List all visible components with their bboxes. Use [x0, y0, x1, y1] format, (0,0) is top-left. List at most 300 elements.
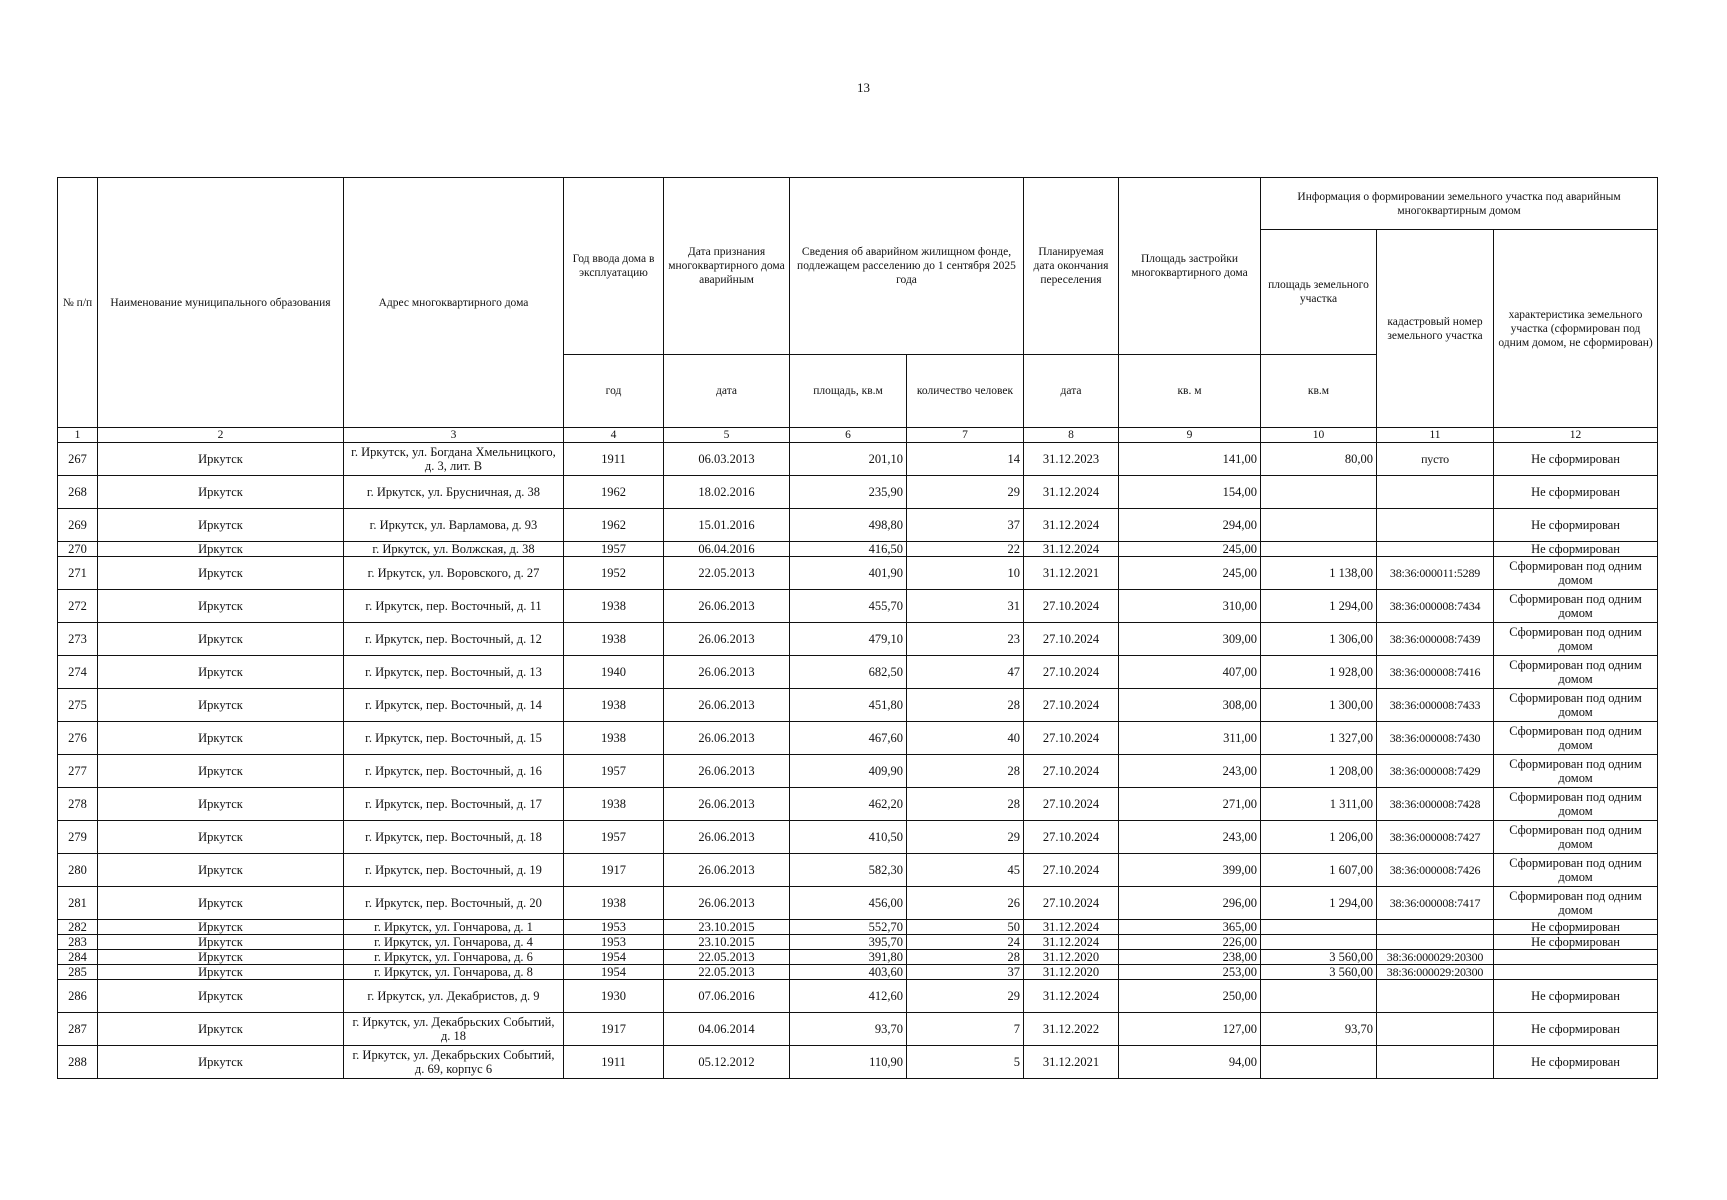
- cell-address: г. Иркутск, пер. Восточный, д. 13: [344, 656, 564, 689]
- cell-row-number: 272: [58, 590, 98, 623]
- cell-commission-year: 1938: [564, 722, 664, 755]
- cell-land-status: Не сформирован: [1494, 542, 1658, 557]
- cell-land-status: Сформирован под одним домом: [1494, 656, 1658, 689]
- cell-emergency-date: 06.04.2016: [664, 542, 790, 557]
- cell-commission-year: 1938: [564, 689, 664, 722]
- cell-municipality: Иркутск: [98, 887, 344, 920]
- cell-municipality: Иркутск: [98, 950, 344, 965]
- cell-municipality: Иркутск: [98, 1046, 344, 1079]
- cell-cadastral-number: [1377, 920, 1494, 935]
- column-number: 7: [907, 428, 1024, 443]
- table-row: [58, 656, 1658, 689]
- cell-area-sqm: 410,50: [790, 821, 907, 854]
- cell-commission-year: 1953: [564, 935, 664, 950]
- header-emergency-date: Дата признания многоквартирного дома аварийным: [664, 178, 790, 355]
- cell-people-count: 14: [907, 443, 1024, 476]
- column-number: 6: [790, 428, 907, 443]
- cell-building-area: 311,00: [1119, 722, 1261, 755]
- cell-address: г. Иркутск, ул. Брусничная, д. 38: [344, 476, 564, 509]
- cell-address: г. Иркутск, ул. Гончарова, д. 8: [344, 965, 564, 980]
- table-body: [58, 428, 1658, 1079]
- cell-land-area: [1261, 935, 1377, 950]
- cell-planned-date: 27.10.2024: [1024, 656, 1119, 689]
- cell-area-sqm: 455,70: [790, 590, 907, 623]
- cell-land-area: 1 294,00: [1261, 590, 1377, 623]
- cell-land-status: Сформирован под одним домом: [1494, 722, 1658, 755]
- cell-address: г. Иркутск, ул. Гончарова, д. 4: [344, 935, 564, 950]
- cell-people-count: 7: [907, 1013, 1024, 1046]
- cell-commission-year: 1957: [564, 542, 664, 557]
- cell-address: г. Иркутск, пер. Восточный, д. 12: [344, 623, 564, 656]
- cell-cadastral-number: 38:36:000008:7430: [1377, 722, 1494, 755]
- cell-building-area: 250,00: [1119, 980, 1261, 1013]
- cell-emergency-date: 23.10.2015: [664, 920, 790, 935]
- cell-commission-year: 1911: [564, 1046, 664, 1079]
- cell-planned-date: 27.10.2024: [1024, 821, 1119, 854]
- cell-row-number: 269: [58, 509, 98, 542]
- cell-row-number: 276: [58, 722, 98, 755]
- cell-cadastral-number: 38:36:000008:7426: [1377, 854, 1494, 887]
- cell-land-area: 1 300,00: [1261, 689, 1377, 722]
- cell-building-area: 309,00: [1119, 623, 1261, 656]
- cell-planned-date: 27.10.2024: [1024, 854, 1119, 887]
- cell-building-area: 94,00: [1119, 1046, 1261, 1079]
- cell-people-count: 28: [907, 950, 1024, 965]
- table-row: [58, 590, 1658, 623]
- cell-area-sqm: 395,70: [790, 935, 907, 950]
- cell-planned-date: 31.12.2020: [1024, 950, 1119, 965]
- cell-commission-year: 1917: [564, 1013, 664, 1046]
- cell-land-status: Не сформирован: [1494, 443, 1658, 476]
- table-row: [58, 821, 1658, 854]
- cell-row-number: 286: [58, 980, 98, 1013]
- cell-emergency-date: 04.06.2014: [664, 1013, 790, 1046]
- unit-planned-date: дата: [1024, 355, 1119, 428]
- unit-land-sqm: кв.м: [1261, 355, 1377, 428]
- cell-municipality: Иркутск: [98, 980, 344, 1013]
- cell-municipality: Иркутск: [98, 788, 344, 821]
- cell-building-area: 243,00: [1119, 755, 1261, 788]
- column-number: 8: [1024, 428, 1119, 443]
- header-planned-date: Планируемая дата окончания переселения: [1024, 178, 1119, 355]
- cell-land-area: [1261, 920, 1377, 935]
- cell-cadastral-number: [1377, 980, 1494, 1013]
- cell-row-number: 271: [58, 557, 98, 590]
- column-number-row: [58, 428, 1658, 443]
- column-number: 5: [664, 428, 790, 443]
- cell-land-status: Не сформирован: [1494, 509, 1658, 542]
- cell-cadastral-number: 38:36:000011:5289: [1377, 557, 1494, 590]
- cell-municipality: Иркутск: [98, 590, 344, 623]
- cell-emergency-date: 22.05.2013: [664, 557, 790, 590]
- cell-municipality: Иркутск: [98, 443, 344, 476]
- table-row: [58, 755, 1658, 788]
- cell-address: г. Иркутск, ул. Варламова, д. 93: [344, 509, 564, 542]
- cell-address: г. Иркутск, пер. Восточный, д. 11: [344, 590, 564, 623]
- cell-municipality: Иркутск: [98, 623, 344, 656]
- table-row: [58, 557, 1658, 590]
- cell-row-number: 277: [58, 755, 98, 788]
- table-row: [58, 476, 1658, 509]
- cell-building-area: 308,00: [1119, 689, 1261, 722]
- table-row: [58, 854, 1658, 887]
- table-row: [58, 887, 1658, 920]
- cell-people-count: 29: [907, 476, 1024, 509]
- cell-land-area: [1261, 476, 1377, 509]
- cell-row-number: 275: [58, 689, 98, 722]
- cell-emergency-date: 26.06.2013: [664, 656, 790, 689]
- cell-address: г. Иркутск, пер. Восточный, д. 16: [344, 755, 564, 788]
- cell-row-number: 273: [58, 623, 98, 656]
- header-emergency-fund: Сведения об аварийном жилищном фонде, подлежащем расселению до 1 сентября 2025 года: [790, 178, 1024, 355]
- cell-cadastral-number: 38:36:000029:20300: [1377, 965, 1494, 980]
- cell-cadastral-number: 38:36:000008:7416: [1377, 656, 1494, 689]
- cell-building-area: 294,00: [1119, 509, 1261, 542]
- cell-municipality: Иркутск: [98, 542, 344, 557]
- cell-area-sqm: 412,60: [790, 980, 907, 1013]
- cell-area-sqm: 582,30: [790, 854, 907, 887]
- cell-area-sqm: 403,60: [790, 965, 907, 980]
- cell-people-count: 24: [907, 935, 1024, 950]
- column-number: 4: [564, 428, 664, 443]
- cell-planned-date: 31.12.2021: [1024, 1046, 1119, 1079]
- column-number: 9: [1119, 428, 1261, 443]
- cell-people-count: 23: [907, 623, 1024, 656]
- cell-planned-date: 31.12.2024: [1024, 980, 1119, 1013]
- cell-planned-date: 27.10.2024: [1024, 590, 1119, 623]
- cell-emergency-date: 26.06.2013: [664, 623, 790, 656]
- cell-area-sqm: 409,90: [790, 755, 907, 788]
- emergency-housing-table: [57, 177, 1658, 1079]
- cell-planned-date: 27.10.2024: [1024, 755, 1119, 788]
- cell-planned-date: 31.12.2023: [1024, 443, 1119, 476]
- cell-row-number: 282: [58, 920, 98, 935]
- cell-commission-year: 1938: [564, 788, 664, 821]
- cell-people-count: 45: [907, 854, 1024, 887]
- cell-land-status: Не сформирован: [1494, 935, 1658, 950]
- cell-land-area: 1 306,00: [1261, 623, 1377, 656]
- cell-land-area: 3 560,00: [1261, 965, 1377, 980]
- cell-commission-year: 1938: [564, 623, 664, 656]
- cell-row-number: 281: [58, 887, 98, 920]
- cell-people-count: 29: [907, 821, 1024, 854]
- column-number: 10: [1261, 428, 1377, 443]
- unit-people-count: количество человек: [907, 355, 1024, 428]
- table-row: [58, 980, 1658, 1013]
- cell-building-area: 399,00: [1119, 854, 1261, 887]
- cell-people-count: 28: [907, 755, 1024, 788]
- cell-planned-date: 31.12.2024: [1024, 509, 1119, 542]
- cell-building-area: 296,00: [1119, 887, 1261, 920]
- cell-area-sqm: 552,70: [790, 920, 907, 935]
- cell-cadastral-number: 38:36:000029:20300: [1377, 950, 1494, 965]
- cell-building-area: 271,00: [1119, 788, 1261, 821]
- cell-cadastral-number: 38:36:000008:7429: [1377, 755, 1494, 788]
- cell-cadastral-number: пусто: [1377, 443, 1494, 476]
- cell-row-number: 287: [58, 1013, 98, 1046]
- cell-address: г. Иркутск, пер. Восточный, д. 19: [344, 854, 564, 887]
- cell-municipality: Иркутск: [98, 821, 344, 854]
- cell-emergency-date: 26.06.2013: [664, 689, 790, 722]
- cell-address: г. Иркутск, ул. Декабрьских Событий, д. 18: [344, 1013, 564, 1046]
- cell-building-area: 127,00: [1119, 1013, 1261, 1046]
- cell-commission-year: 1962: [564, 509, 664, 542]
- cell-people-count: 28: [907, 788, 1024, 821]
- cell-cadastral-number: [1377, 509, 1494, 542]
- cell-land-area: [1261, 980, 1377, 1013]
- cell-land-status: Не сформирован: [1494, 476, 1658, 509]
- cell-emergency-date: 26.06.2013: [664, 854, 790, 887]
- cell-land-status: Сформирован под одним домом: [1494, 821, 1658, 854]
- cell-row-number: 274: [58, 656, 98, 689]
- cell-municipality: Иркутск: [98, 965, 344, 980]
- header-address: Адрес многоквартирного дома: [344, 178, 564, 428]
- cell-land-status: Сформирован под одним домом: [1494, 689, 1658, 722]
- cell-row-number: 280: [58, 854, 98, 887]
- cell-commission-year: 1938: [564, 590, 664, 623]
- cell-area-sqm: 401,90: [790, 557, 907, 590]
- cell-planned-date: 31.12.2024: [1024, 476, 1119, 509]
- cell-address: г. Иркутск, ул. Декабристов, д. 9: [344, 980, 564, 1013]
- column-number: 3: [344, 428, 564, 443]
- cell-cadastral-number: [1377, 1046, 1494, 1079]
- cell-people-count: 26: [907, 887, 1024, 920]
- cell-row-number: 288: [58, 1046, 98, 1079]
- table-row: [58, 920, 1658, 935]
- cell-address: г. Иркутск, пер. Восточный, д. 17: [344, 788, 564, 821]
- cell-land-area: 80,00: [1261, 443, 1377, 476]
- cell-area-sqm: 451,80: [790, 689, 907, 722]
- cell-row-number: 283: [58, 935, 98, 950]
- cell-people-count: 37: [907, 509, 1024, 542]
- unit-area-sqm: площадь, кв.м: [790, 355, 907, 428]
- cell-area-sqm: 479,10: [790, 623, 907, 656]
- cell-land-status: Сформирован под одним домом: [1494, 788, 1658, 821]
- cell-cadastral-number: [1377, 542, 1494, 557]
- table-row: [58, 542, 1658, 557]
- cell-commission-year: 1917: [564, 854, 664, 887]
- cell-people-count: 10: [907, 557, 1024, 590]
- column-number: 12: [1494, 428, 1658, 443]
- column-number: 2: [98, 428, 344, 443]
- cell-municipality: Иркутск: [98, 920, 344, 935]
- cell-area-sqm: 682,50: [790, 656, 907, 689]
- header-land-area: площадь земельного участка: [1261, 230, 1377, 355]
- cell-emergency-date: 26.06.2013: [664, 821, 790, 854]
- cell-row-number: 268: [58, 476, 98, 509]
- table-row: [58, 722, 1658, 755]
- cell-emergency-date: 26.06.2013: [664, 722, 790, 755]
- cell-cadastral-number: 38:36:000008:7417: [1377, 887, 1494, 920]
- header-commission-year: Год ввода дома в эксплуатацию: [564, 178, 664, 355]
- cell-land-status: Сформирован под одним домом: [1494, 623, 1658, 656]
- cell-address: г. Иркутск, пер. Восточный, д. 14: [344, 689, 564, 722]
- cell-building-area: 253,00: [1119, 965, 1261, 980]
- cell-people-count: 28: [907, 689, 1024, 722]
- header-building-area: Площадь застройки многоквартирного дома: [1119, 178, 1261, 355]
- header-municipality: Наименование муниципального образования: [98, 178, 344, 428]
- cell-commission-year: 1940: [564, 656, 664, 689]
- cell-planned-date: 27.10.2024: [1024, 887, 1119, 920]
- cell-address: г. Иркутск, пер. Восточный, д. 20: [344, 887, 564, 920]
- cell-emergency-date: 07.06.2016: [664, 980, 790, 1013]
- cell-people-count: 47: [907, 656, 1024, 689]
- cell-address: г. Иркутск, ул. Богдана Хмельницкого, д. 3, лит. В: [344, 443, 564, 476]
- cell-address: г. Иркутск, ул. Гончарова, д. 6: [344, 950, 564, 965]
- cell-land-status: Не сформирован: [1494, 1013, 1658, 1046]
- cell-area-sqm: 235,90: [790, 476, 907, 509]
- cell-land-status: Сформирован под одним домом: [1494, 590, 1658, 623]
- table-row: [58, 788, 1658, 821]
- cell-area-sqm: 110,90: [790, 1046, 907, 1079]
- table-header: [58, 178, 1658, 428]
- cell-land-area: 1 208,00: [1261, 755, 1377, 788]
- cell-land-status: [1494, 965, 1658, 980]
- cell-emergency-date: 26.06.2013: [664, 590, 790, 623]
- cell-planned-date: 27.10.2024: [1024, 788, 1119, 821]
- cell-area-sqm: 498,80: [790, 509, 907, 542]
- cell-emergency-date: 06.03.2013: [664, 443, 790, 476]
- cell-emergency-date: 26.06.2013: [664, 788, 790, 821]
- cell-row-number: 270: [58, 542, 98, 557]
- cell-building-area: 243,00: [1119, 821, 1261, 854]
- cell-address: г. Иркутск, ул. Декабрьских Событий, д. 69, корпус 6: [344, 1046, 564, 1079]
- cell-municipality: Иркутск: [98, 689, 344, 722]
- cell-area-sqm: 462,20: [790, 788, 907, 821]
- cell-people-count: 31: [907, 590, 1024, 623]
- cell-land-area: 3 560,00: [1261, 950, 1377, 965]
- cell-cadastral-number: [1377, 1013, 1494, 1046]
- cell-emergency-date: 15.01.2016: [664, 509, 790, 542]
- unit-year: год: [564, 355, 664, 428]
- cell-area-sqm: 93,70: [790, 1013, 907, 1046]
- table-row: [58, 1013, 1658, 1046]
- cell-emergency-date: 22.05.2013: [664, 965, 790, 980]
- cell-land-status: Не сформирован: [1494, 1046, 1658, 1079]
- cell-municipality: Иркутск: [98, 722, 344, 755]
- column-number: 1: [58, 428, 98, 443]
- cell-cadastral-number: 38:36:000008:7428: [1377, 788, 1494, 821]
- cell-cadastral-number: 38:36:000008:7439: [1377, 623, 1494, 656]
- cell-land-area: 93,70: [1261, 1013, 1377, 1046]
- cell-row-number: 278: [58, 788, 98, 821]
- cell-municipality: Иркутск: [98, 1013, 344, 1046]
- table-row: [58, 950, 1658, 965]
- cell-emergency-date: 18.02.2016: [664, 476, 790, 509]
- header-row-number: № п/п: [58, 178, 98, 428]
- cell-area-sqm: 391,80: [790, 950, 907, 965]
- table-row: [58, 443, 1658, 476]
- cell-address: г. Иркутск, ул. Гончарова, д. 1: [344, 920, 564, 935]
- cell-building-area: 365,00: [1119, 920, 1261, 935]
- cell-cadastral-number: [1377, 476, 1494, 509]
- cell-people-count: 40: [907, 722, 1024, 755]
- cell-land-area: 1 311,00: [1261, 788, 1377, 821]
- cell-area-sqm: 201,10: [790, 443, 907, 476]
- cell-emergency-date: 26.06.2013: [664, 887, 790, 920]
- cell-land-area: 1 206,00: [1261, 821, 1377, 854]
- cell-planned-date: 31.12.2021: [1024, 557, 1119, 590]
- cell-municipality: Иркутск: [98, 476, 344, 509]
- cell-area-sqm: 456,00: [790, 887, 907, 920]
- cell-address: г. Иркутск, пер. Восточный, д. 15: [344, 722, 564, 755]
- cell-commission-year: 1957: [564, 821, 664, 854]
- table-row: [58, 689, 1658, 722]
- cell-commission-year: 1952: [564, 557, 664, 590]
- cell-land-area: 1 138,00: [1261, 557, 1377, 590]
- emergency-housing-table-container: [57, 177, 1657, 1079]
- cell-cadastral-number: [1377, 935, 1494, 950]
- cell-commission-year: 1954: [564, 965, 664, 980]
- table-row: [58, 965, 1658, 980]
- cell-planned-date: 31.12.2024: [1024, 542, 1119, 557]
- cell-building-area: 407,00: [1119, 656, 1261, 689]
- table-row: [58, 1046, 1658, 1079]
- cell-area-sqm: 416,50: [790, 542, 907, 557]
- cell-people-count: 5: [907, 1046, 1024, 1079]
- cell-building-area: 141,00: [1119, 443, 1261, 476]
- cell-emergency-date: 05.12.2012: [664, 1046, 790, 1079]
- cell-cadastral-number: 38:36:000008:7433: [1377, 689, 1494, 722]
- cell-address: г. Иркутск, ул. Воровского, д. 27: [344, 557, 564, 590]
- cell-row-number: 285: [58, 965, 98, 980]
- cell-emergency-date: 22.05.2013: [664, 950, 790, 965]
- cell-municipality: Иркутск: [98, 557, 344, 590]
- header-cadastral-number: кадастровый номер земельного участка: [1377, 230, 1494, 428]
- cell-row-number: 267: [58, 443, 98, 476]
- cell-land-area: [1261, 542, 1377, 557]
- cell-emergency-date: 26.06.2013: [664, 755, 790, 788]
- cell-municipality: Иркутск: [98, 656, 344, 689]
- cell-commission-year: 1938: [564, 887, 664, 920]
- cell-land-area: 1 294,00: [1261, 887, 1377, 920]
- cell-land-status: Сформирован под одним домом: [1494, 755, 1658, 788]
- cell-land-status: Не сформирован: [1494, 980, 1658, 1013]
- cell-building-area: 245,00: [1119, 557, 1261, 590]
- cell-planned-date: 27.10.2024: [1024, 689, 1119, 722]
- table-row: [58, 935, 1658, 950]
- cell-planned-date: 27.10.2024: [1024, 722, 1119, 755]
- cell-planned-date: 31.12.2020: [1024, 965, 1119, 980]
- header-land-info: Информация о формировании земельного участка под аварийным многоквартирным домом: [1261, 178, 1658, 230]
- cell-building-area: 238,00: [1119, 950, 1261, 965]
- table-row: [58, 623, 1658, 656]
- cell-people-count: 29: [907, 980, 1024, 1013]
- cell-municipality: Иркутск: [98, 755, 344, 788]
- cell-land-area: 1 928,00: [1261, 656, 1377, 689]
- cell-land-status: Сформирован под одним домом: [1494, 887, 1658, 920]
- cell-land-area: 1 607,00: [1261, 854, 1377, 887]
- page-number: 13: [857, 80, 870, 95]
- cell-planned-date: 31.12.2024: [1024, 920, 1119, 935]
- cell-row-number: 279: [58, 821, 98, 854]
- cell-address: г. Иркутск, пер. Восточный, д. 18: [344, 821, 564, 854]
- cell-land-area: [1261, 509, 1377, 542]
- cell-people-count: 22: [907, 542, 1024, 557]
- cell-area-sqm: 467,60: [790, 722, 907, 755]
- cell-commission-year: 1953: [564, 920, 664, 935]
- cell-land-status: Не сформирован: [1494, 920, 1658, 935]
- cell-land-status: Сформирован под одним домом: [1494, 557, 1658, 590]
- cell-land-status: Сформирован под одним домом: [1494, 854, 1658, 887]
- cell-people-count: 37: [907, 965, 1024, 980]
- cell-building-area: 226,00: [1119, 935, 1261, 950]
- cell-emergency-date: 23.10.2015: [664, 935, 790, 950]
- unit-date: дата: [664, 355, 790, 428]
- cell-cadastral-number: 38:36:000008:7434: [1377, 590, 1494, 623]
- cell-commission-year: 1957: [564, 755, 664, 788]
- cell-commission-year: 1930: [564, 980, 664, 1013]
